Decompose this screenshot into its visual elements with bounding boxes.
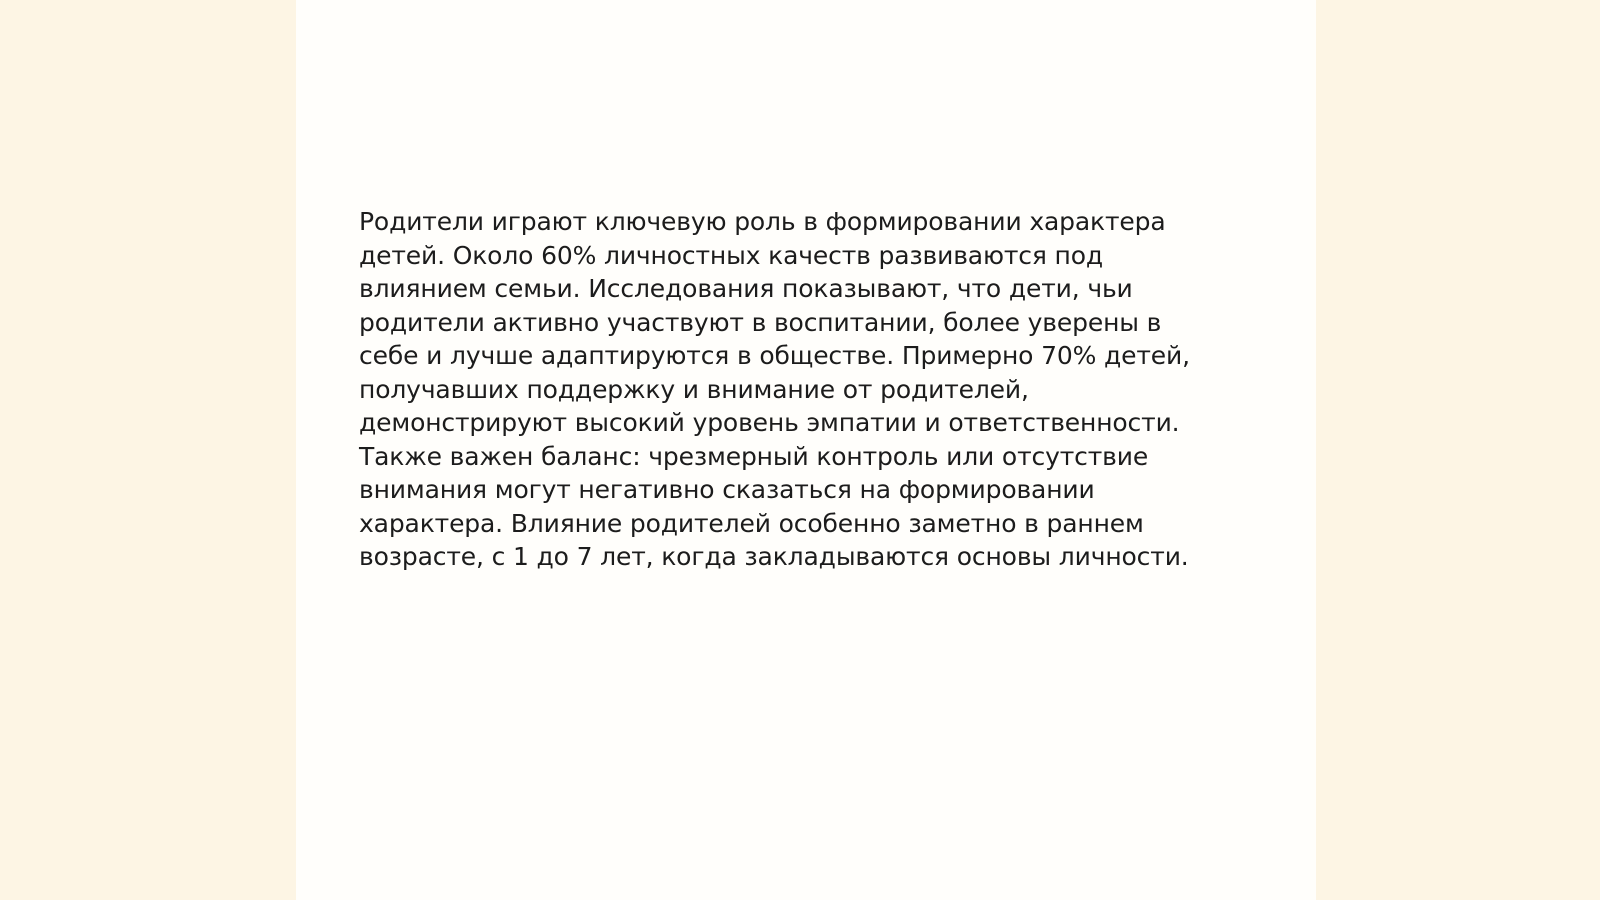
slide-panel	[296, 0, 1316, 900]
body-line: получавших поддержку и внимание от родителей,	[359, 374, 1029, 404]
body-line: родители активно участвуют в воспитании, более уверены в	[359, 307, 1162, 337]
left-margin-background	[0, 0, 296, 900]
body-line: себе и лучше адаптируются в обществе. Примерно 70% детей,	[359, 341, 1190, 370]
body-line: Родители играют ключевую роль в формировании характера	[359, 207, 1166, 236]
body-line: возрасте, с 1 до 7 лет, когда закладываются основы личности.	[359, 542, 1189, 571]
body-line: характера. Влияние родителей особенно заметно в раннем	[359, 508, 1144, 538]
body-line: Также важен баланс: чрезмерный контроль или отсутствие	[359, 441, 1149, 471]
slide-body-text	[359, 205, 1239, 574]
body-line: внимания могут негативно сказаться на формировании	[359, 475, 1095, 504]
body-line: влиянием семьи. Исследования показывают, что дети, чьи	[359, 274, 1133, 303]
right-margin-background	[1316, 0, 1600, 900]
body-line: демонстрируют высокий уровень эмпатии и ответственности.	[359, 408, 1180, 437]
body-line: детей. Около 60% личностных качеств развиваются под	[359, 240, 1104, 270]
